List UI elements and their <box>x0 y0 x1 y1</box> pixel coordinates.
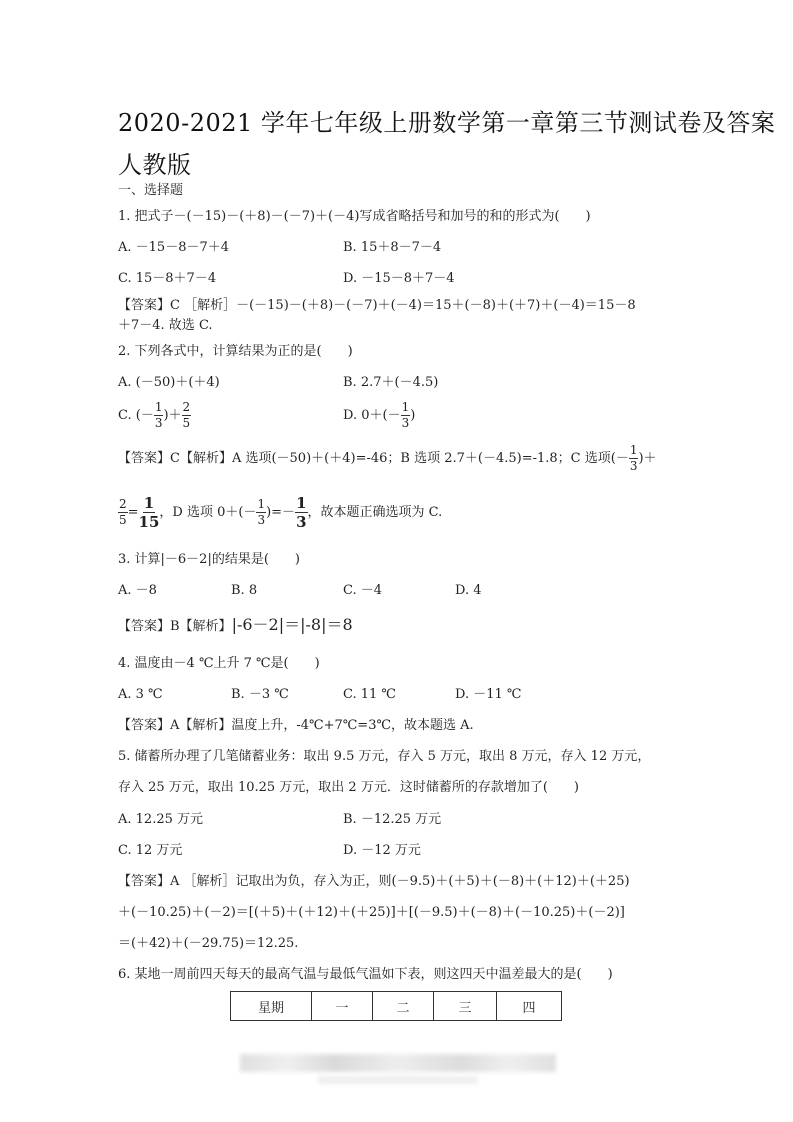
table-header-cell: 三 <box>434 992 497 1021</box>
blurred-footer-watermark-2 <box>318 1076 478 1084</box>
q5-option-a: A. 12.25 万元 <box>118 812 204 827</box>
q2-option-a: A. (－50)＋(＋4) <box>118 375 220 390</box>
q2-answer-line-2: $\frac{2}{5}$ = $\frac{1}{15}$ ，D 选项 0＋(－ $\frac{1}{3}$ )=－ $\frac{1}{3}$ ，故本题正确选项为 C. <box>119 494 443 531</box>
table-header-cell: 四 <box>497 992 562 1021</box>
q1-option-b: B. 15＋8－7－4 <box>343 240 442 255</box>
fraction-one-third-bold: $\frac{1}{3}$ <box>296 494 307 531</box>
q5-answer-line-1: 【答案】A ［解析］记取出为负，存入为正，则(－9.5)＋(＋5)＋(－8)＋(＋12)＋(＋25) <box>118 874 630 889</box>
question-1-stem: 1. 把式子－(－15)－(＋8)－(－7)＋(－4)写成省略括号和加号的和的形式为( ) <box>118 209 591 224</box>
q4-option-c: C. 11 ℃ <box>343 687 396 702</box>
question-4-stem: 4. 温度由－4 ℃上升 7 ℃是( ) <box>118 656 320 671</box>
fraction-one-third: $\frac{1}{3}$ <box>154 400 163 430</box>
fraction-two-fifths: $\frac{2}{5}$ <box>119 497 127 527</box>
q4-answer: 【答案】A【解析】温度上升，-4℃+7℃=3℃，故本题选 A. <box>118 718 474 733</box>
q5-answer-line-3: ＝(＋42)＋(－29.75)＝12.25. <box>118 936 299 951</box>
table-header-cell: 二 <box>373 992 434 1021</box>
q2-option-b: B. 2.7＋(－4.5) <box>343 375 439 390</box>
q2-option-c: C. (－ $\frac{1}{3}$ )＋ $\frac{2}{5}$ <box>118 400 191 430</box>
section-heading: 一、选择题 <box>118 183 184 198</box>
table-header-cell: 星期 <box>231 992 312 1021</box>
q5-option-b: B. －12.25 万元 <box>343 812 442 827</box>
q5-answer-line-2: ＋(－10.25)＋(－2)＝[(＋5)＋(＋12)＋(＋25)]＋[(－9.5)＋(－8)＋(－10.25)＋(－2)] <box>118 905 625 920</box>
q3-option-d: D. 4 <box>455 583 482 598</box>
question-3-stem: 3. 计算|－6－2|的结果是( ) <box>118 552 300 567</box>
fraction-two-fifths: $\frac{2}{5}$ <box>182 400 191 430</box>
blurred-footer-watermark <box>240 1054 556 1072</box>
q1-answer-line-2: ＋7－4. 故选 C. <box>118 318 213 333</box>
table-header-cell: 一 <box>312 992 373 1021</box>
q4-option-d: D. －11 ℃ <box>455 687 522 702</box>
q4-option-b: B. －3 ℃ <box>231 687 289 702</box>
q3-answer-expression: |-6－2|＝|-8|＝8 <box>231 615 353 634</box>
q4-option-a: A. 3 ℃ <box>118 687 163 702</box>
temperature-table <box>230 991 562 1021</box>
question-5-stem-line-1: 5. 储蓄所办理了几笔储蓄业务：取出 9.5 万元，存入 5 万元，取出 8 万元，存入 12 万元， <box>118 749 651 764</box>
table-row <box>231 992 562 1021</box>
fraction-one-third: $\frac{1}{3}$ <box>401 400 410 430</box>
question-5-stem-line-2: 存入 25 万元，取出 10.25 万元，取出 2 万元．这时储蓄所的存款增加了( ) <box>118 780 579 795</box>
q5-option-d: D. －12 万元 <box>343 843 421 858</box>
q3-option-b: B. 8 <box>231 583 258 598</box>
q2-option-d: D. 0＋(－ $\frac{1}{3}$ ) <box>343 400 416 430</box>
fraction-one-fifteenth: $\frac{1}{15}$ <box>138 494 160 531</box>
q3-option-a: A. －8 <box>118 583 157 598</box>
q3-answer: 【答案】B【解析】|-6－2|＝|-8|＝8 <box>118 615 353 634</box>
fraction-one-third: $\frac{1}{3}$ <box>629 443 638 473</box>
q1-option-d: D. －15－8＋7－4 <box>343 271 455 286</box>
q3-option-c: C. －4 <box>343 583 383 598</box>
q2-answer-line-1: 【答案】C【解析】A 选项(－50)＋(＋4)=-46；B 选项 2.7＋(－4.5)=-1.8；C 选项(－ $\frac{1}{3}$ )＋ <box>118 443 657 473</box>
document-subtitle: 人教版 <box>118 151 192 179</box>
q5-option-c: C. 12 万元 <box>118 843 183 858</box>
document-title: 2020-2021 学年七年级上册数学第一章第三节测试卷及答案 <box>118 109 776 137</box>
q1-option-a: A. －15－8－7＋4 <box>118 240 230 255</box>
question-2-stem: 2. 下列各式中，计算结果为正的是( ) <box>118 344 353 359</box>
question-6-stem: 6. 某地一周前四天每天的最高气温与最低气温如下表，则这四天中温差最大的是( ) <box>118 967 613 982</box>
q1-option-c: C. 15－8＋7－4 <box>118 271 217 286</box>
q1-answer-line-1: 【答案】C ［解析］－(－15)－(＋8)－(－7)＋(－4)＝15＋(－8)＋(＋7)＋(－4)＝15－8 <box>118 298 636 313</box>
fraction-one-third: $\frac{1}{3}$ <box>257 497 266 527</box>
